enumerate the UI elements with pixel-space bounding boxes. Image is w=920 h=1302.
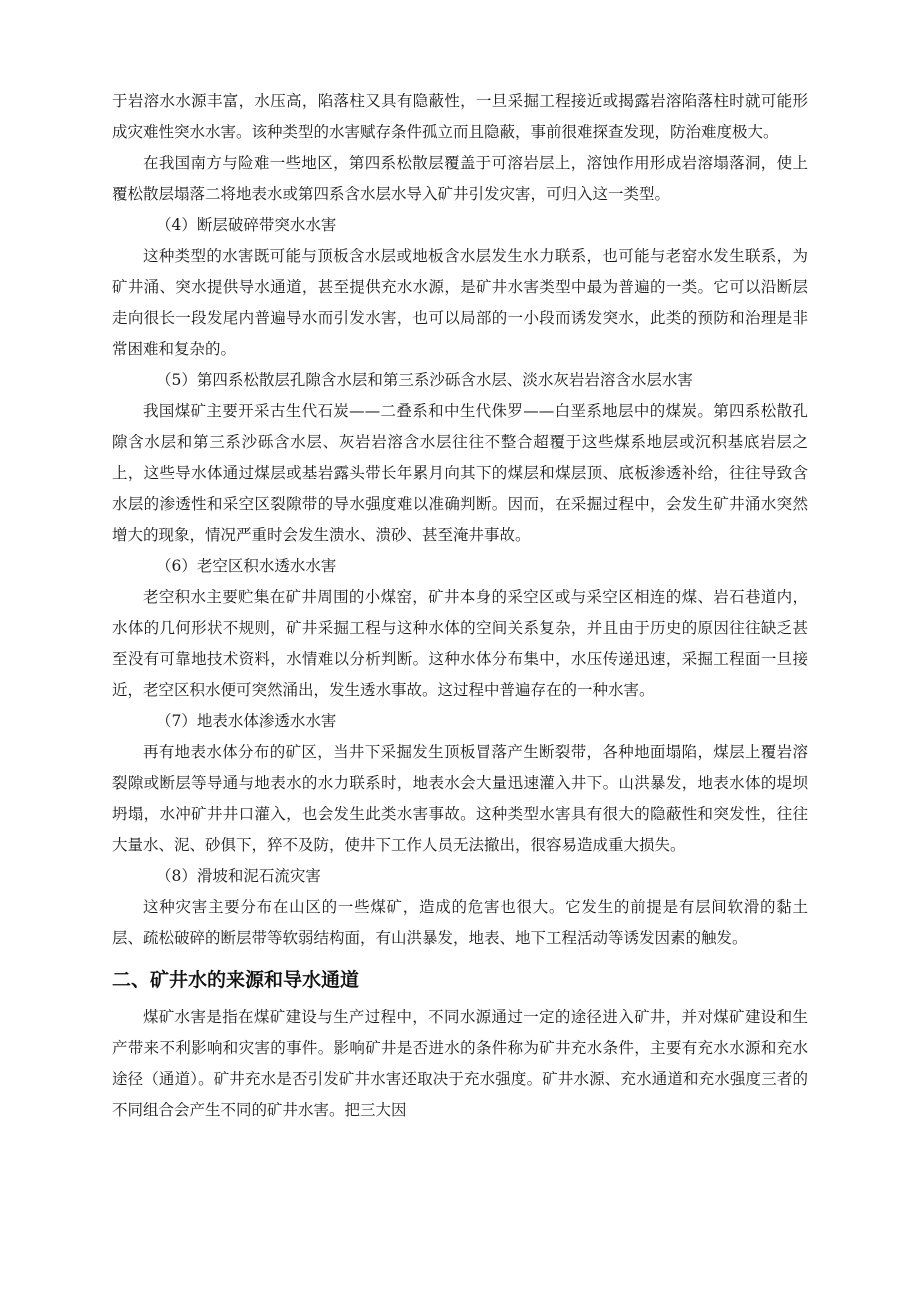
subheading-surface-water: （7）地表水体渗透水水害 <box>156 712 337 730</box>
paragraph-quaternary-aquifer: 我国煤矿主要开采古生代石炭——二叠系和中生代侏罗——白垩系地层中的煤炭。第四系松散孔隙含水层和第三系沙砾含水层、灰岩岩溶含水层往往不整合超覆于这些煤系地层或沉积基底岩层之上，这些导水体通过煤层或基岩露头带长年累月向其下的煤层和煤层顶、底板渗透补给，往往导致含水层的渗透性和采空区裂隙带的导水强度难以准确判断。因而，在采掘过程中，会发生矿井涌水突然增大的现象，情况严重时会发生溃水、溃砂、甚至淹井事故。 <box>112 402 808 544</box>
subheading-fault-zone: （4）断层破碎带突水水害 <box>156 216 337 234</box>
paragraph-surface-water: 再有地表水体分布的矿区，当井下采掘发生顶板冒落产生断裂带，各种地面塌陷，煤层上覆岩溶裂隙或断层等导通与地表水的水力联系时，地表水会大量迅速灌入井下。山洪暴发，地表水体的堤坝坍塌，水冲矿井井口灌入，也会发生此类水害事故。这种类型水害具有很大的隐蔽性和突发性，往往大量水、泥、砂俱下，猝不及防，使井下工作人员无法撤出，很容易造成重大损失。 <box>112 743 808 854</box>
subheading-goaf-water: （6）老空区积水透水水害 <box>156 557 337 575</box>
paragraph-section-intro: 煤矿水害是指在煤矿建设与生产过程中，不同水源通过一定的途径进入矿井，并对煤矿建设和生产带来不利影响和灾害的事件。影响矿井是否进水的条件称为矿井充水条件，主要有充水水源和充水途径（通道）。矿井充水是否引发矿井水害还取决于充水强度。矿井水源、充水通道和充水强度三者的不同组合会产生不同的矿井水害。把三大因 <box>112 1008 808 1119</box>
paragraph-goaf-water: 老空积水主要贮集在矿井周围的小煤窑，矿井本身的采空区或与采空区相连的煤、岩石巷道内，水体的几何形状不规则，矿井采掘工程与这种水体的空间关系复杂，并且由于历史的原因往往缺乏甚至没有可靠地技术资料，水情难以分析判断。这种水体分布集中，水压传递迅速，采掘工程面一旦接近，老空区积水便可突然涌出，发生透水事故。这过程中普遍存在的一种水害。 <box>112 588 808 699</box>
paragraph-karst-collapse: 在我国南方与险难一些地区，第四系松散层覆盖于可溶岩层上，溶蚀作用形成岩溶塌落洞，使上覆松散层塌落二将地表水或第四系含水层水导入矿井引发灾害，可归入这一类型。 <box>112 154 808 203</box>
paragraph-landslide: 这种灾害主要分布在山区的一些煤矿，造成的危害也很大。它发生的前提是有层间软滑的黏土层、疏松破碎的断层带等软弱结构面，有山洪暴发，地表、地下工程活动等诱发因素的触发。 <box>112 898 808 947</box>
subheading-landslide: （8）滑坡和泥石流灾害 <box>156 867 321 885</box>
section-heading: 二、矿井水的来源和导水通道 <box>112 969 360 991</box>
paragraph-fault-zone: 这种类型的水害既可能与顶板含水层或地板含水层发生水力联系，也可能与老窑水发生联系，为矿井涌、突水提供导水通道，甚至提供充水水源，是矿井水害类型中最为普遍的一类。它可以沿断层走向很长一段发尾内普遍导水而引发水害，也可以局部的一小段而诱发突水，此类的预防和治理是非常困难和复杂的。 <box>112 247 808 358</box>
paragraph-continuation: 于岩溶水水源丰富，水压高，陷落柱又具有隐蔽性，一旦采掘工程接近或揭露岩溶陷落柱时就可能形成灾难性突水水害。该种类型的水害赋存条件孤立而且隐蔽，事前很难探查发现，防治难度极大。 <box>112 92 808 141</box>
subheading-quaternary-aquifer: （5）第四系松散层孔隙含水层和第三系沙砾含水层、淡水灰岩岩溶含水层水害 <box>156 371 693 389</box>
